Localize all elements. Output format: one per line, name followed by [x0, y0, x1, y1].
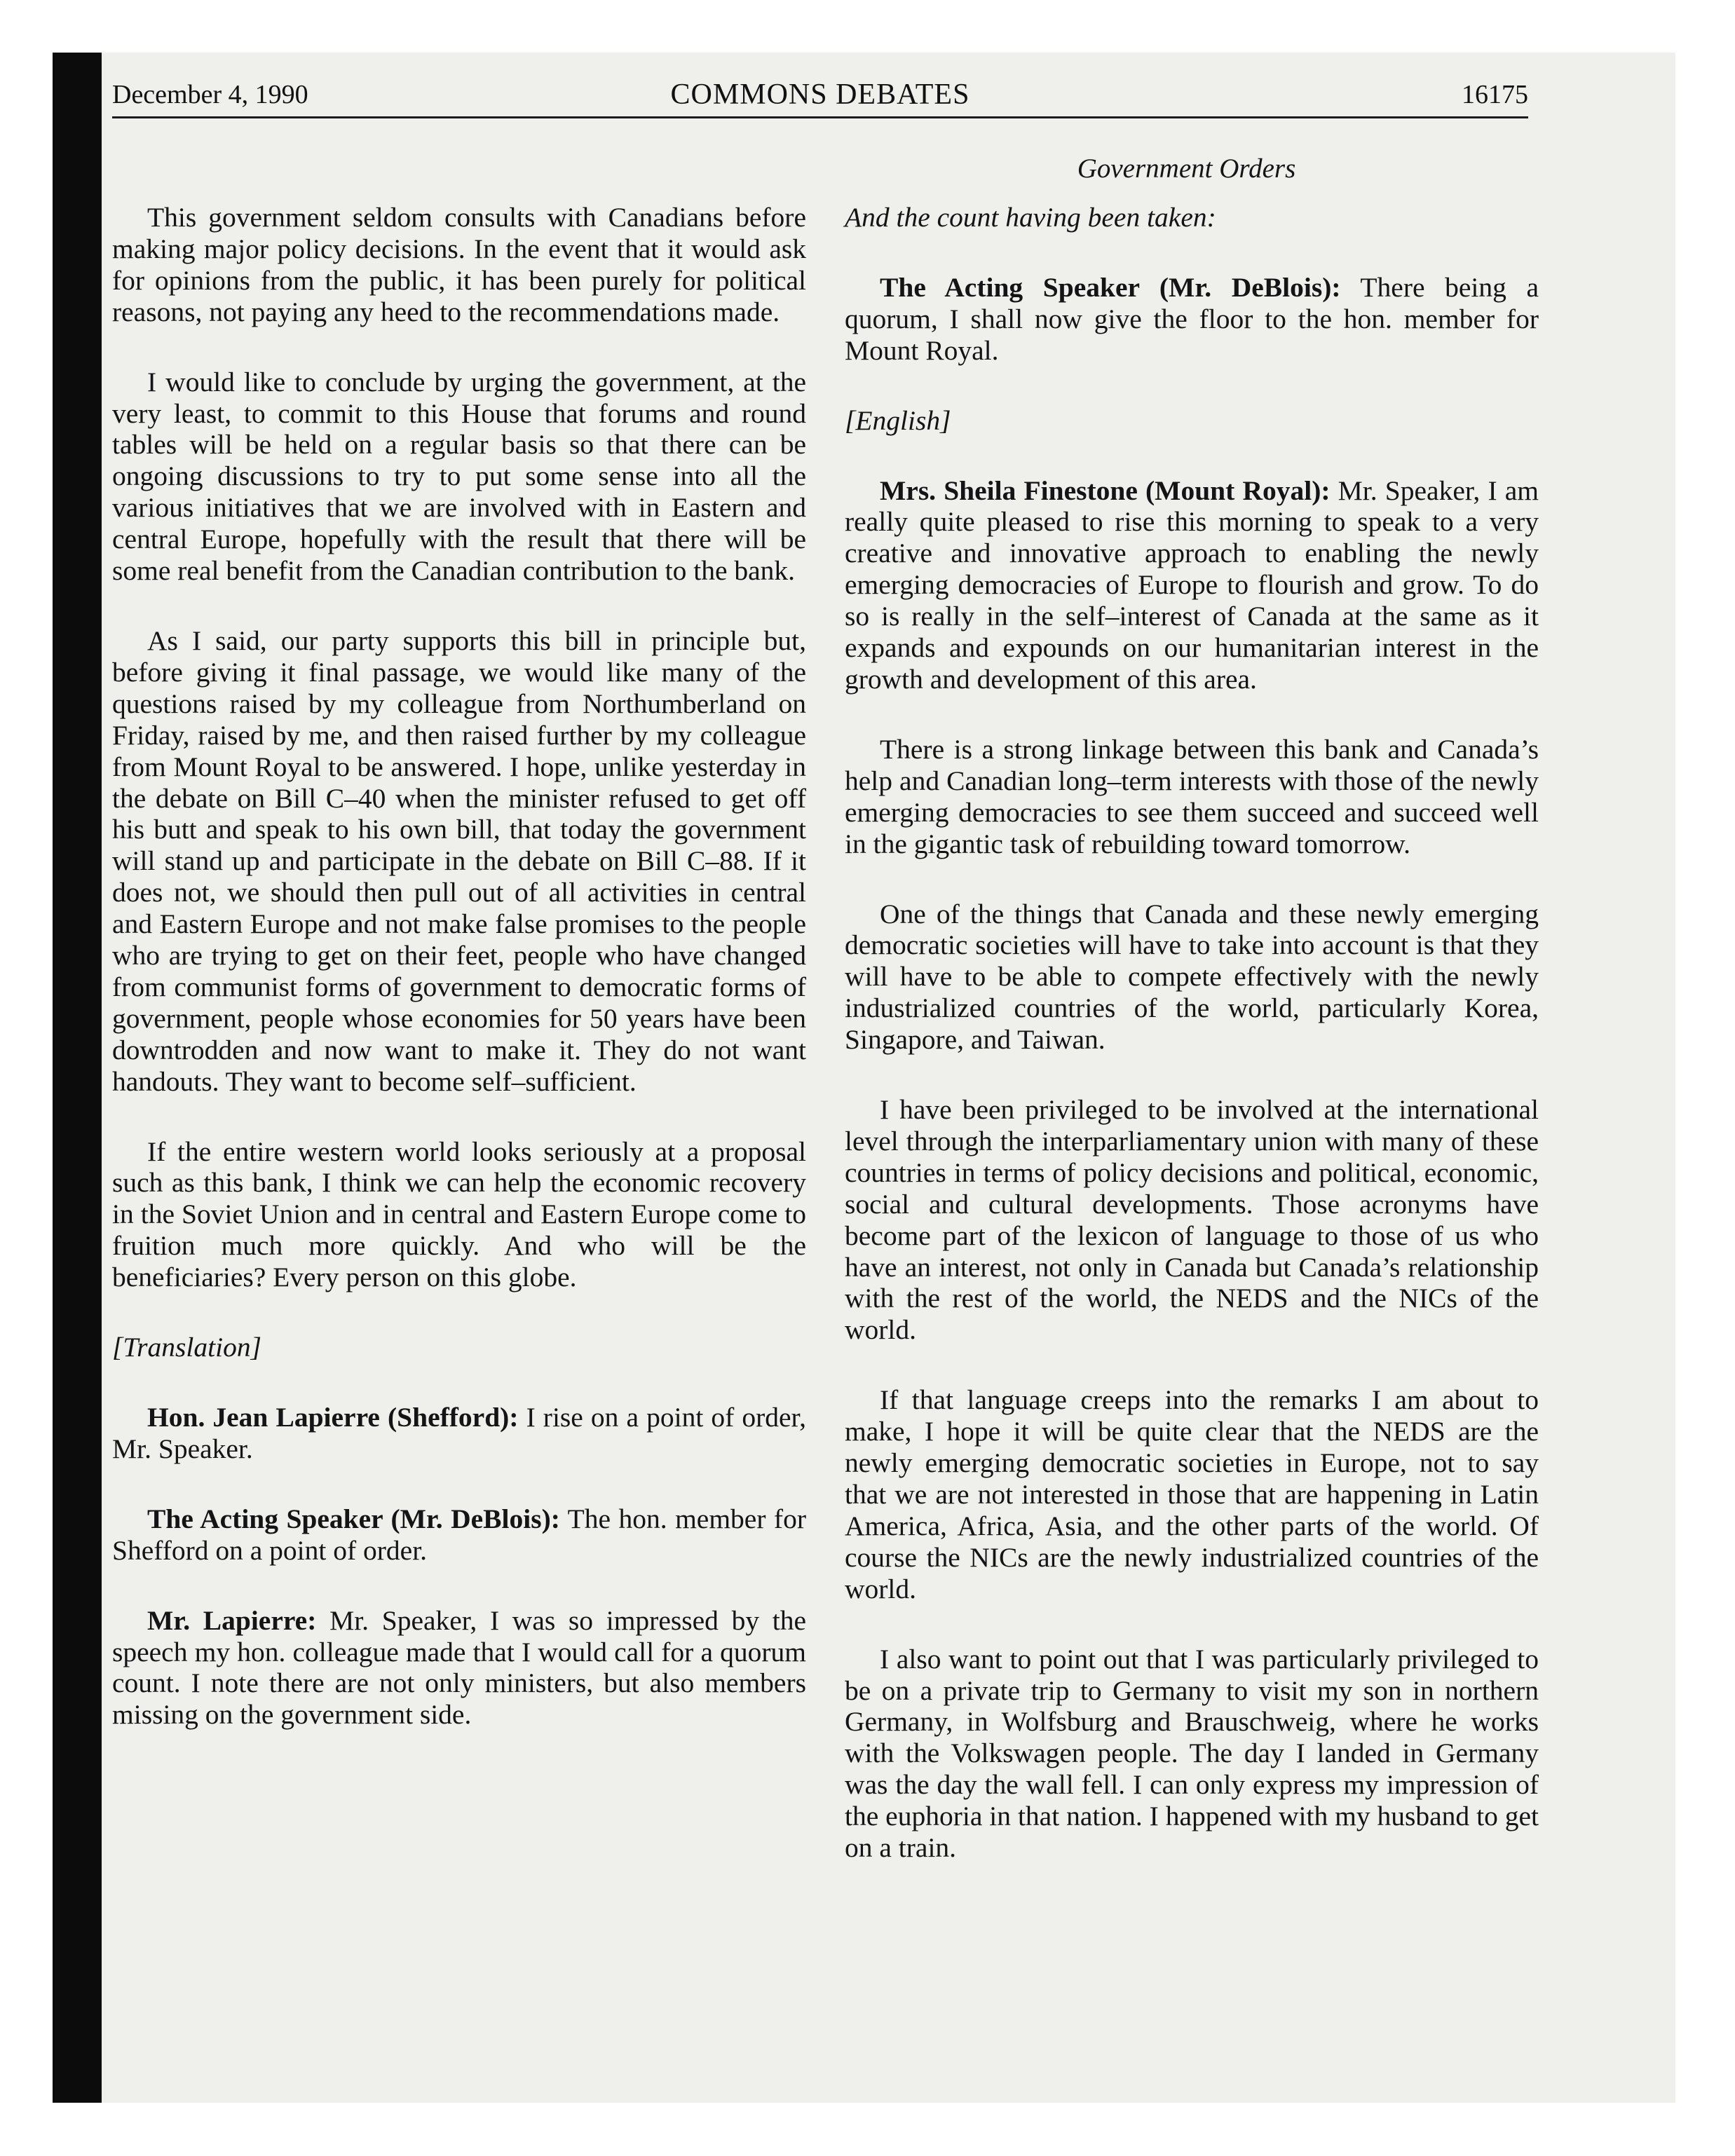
paragraph: This government seldom consults with Canadians before making major policy decisions. In the event that it would ask for opinions from the public, it has been purely for political reasons, not paying any heed to the recommendations made.	[112, 202, 806, 327]
header-rule	[112, 116, 1528, 118]
speaker-name: The Acting Speaker (Mr. DeBlois):	[147, 1503, 560, 1534]
count-taken-line: And the count having been taken:	[845, 202, 1216, 233]
header-date: December 4, 1990	[112, 80, 308, 109]
english-tag: [English]	[845, 404, 951, 436]
header-page-number: 16175	[1462, 80, 1528, 109]
left-column	[112, 202, 806, 1769]
speech-paragraph	[112, 1402, 806, 1465]
page-header	[112, 70, 1528, 119]
paragraph: If the entire western world looks seriously at a proposal such as this bank, I think we can help the economic recovery in the Soviet Union and in central and Eastern Europe come to fruition much more quickly. And who will be the beneficiaries? Every person on this globe.	[112, 1135, 806, 1293]
paragraph: I also want to point out that I was particularly privileged to be on a private trip to Germany to visit my son in northern Germany, in Wolfsburg and Brauschweig, where he works with the Volkswagen people. The day I landed in Germany was the day the wall fell. I can only express my impression of the euphoria in that nation. I happened with my husband to get on a train.	[845, 1643, 1539, 1864]
speaker-name: Hon. Jean Lapierre (Shefford):	[147, 1402, 519, 1433]
speech-text: There being a quorum, I shall now give the floor to the hon. member for Mount Royal.	[845, 271, 1539, 366]
speaker-name: The Acting Speaker (Mr. DeBlois):	[880, 271, 1341, 303]
speech-paragraph	[845, 272, 1539, 367]
section-label: Government Orders	[1077, 153, 1296, 184]
paragraph: If that language creeps into the remarks I am about to make, I hope it will be quite clear that the NEDS are the newly emerging democratic societies in Europe, not to say that we are not interested in those that are happening in Latin America, Africa, Asia, and the other parts of the world. Of course the NICs are the newly industrialized countries of the world.	[845, 1384, 1539, 1604]
paragraph: I would like to conclude by urging the government, at the very least, to commit to this House that forums and round tables will be held on a regular basis so that there can be ongoing discussions to try to put some sense into all the various initiatives that we are involved with in Eastern and central Europe, hopefully with the result that there will be some real benefit from the Canadian contribution to the bank.	[112, 366, 806, 587]
speech-text: Mr. Speaker, I am really quite pleased to rise this morning to speak to a very creative and innovative approach to enabling the newly emerging democracies of Europe to flourish and grow. To do so is really in the self–interest of Canada at the same as it expands and expounds on our humanitarian interest in the growth and development of this area.	[845, 475, 1539, 695]
paragraph: One of the things that Canada and these newly emerging democratic societies will have to take into account is that they will have to be able to compete effectively with the newly industrialized countries of the world, particularly Korea, Singapore, and Taiwan.	[845, 898, 1539, 1056]
speech-text: I rise on a point of order, Mr. Speaker.	[112, 1402, 806, 1464]
right-column	[845, 202, 1539, 1902]
binding-edge	[53, 53, 102, 2103]
speech-text: The hon. member for Shefford on a point of order.	[112, 1503, 806, 1566]
speaker-name: Mr. Lapierre:	[147, 1604, 317, 1636]
translation-tag: [Translation]	[112, 1332, 261, 1363]
speaker-name: Mrs. Sheila Finestone (Mount Royal):	[880, 475, 1331, 506]
paragraph: As I said, our party supports this bill in principle but, before giving it final passage, we would like many of the questions raised by my colleague from Northumberland on Friday, raised by me, and then raised further by my colleague from Mount Royal to be answered. I hope, unlike yesterday in the debate on Bill C–40 when the minister refused to get off his butt and speak to his own bill, that today the government will stand up and participate in the debate on Bill C–88. If it does not, we should then pull out of all activities in central and Eastern Europe and not make false promises to the people who are trying to get on their feet, people who have changed from communist forms of government to democratic forms of government, people whose economies for 50 years have been downtrodden and now want to make it. They do not want handouts. They want to become self–sufficient.	[112, 625, 806, 1097]
speech-paragraph	[845, 475, 1539, 695]
speech-paragraph	[112, 1503, 806, 1567]
speech-text: Mr. Speaker, I was so impressed by the speech my hon. colleague made that I would call for a quorum count. I note there are not only ministers, but also members missing on the government side.	[112, 1604, 807, 1731]
paragraph: There is a strong linkage between this bank and Canada’s help and Canadian long–term interests with those of the newly emerging democracies to see them succeed and succeed well in the gigantic task of rebuilding toward tomorrow.	[845, 733, 1539, 859]
paragraph: I have been privileged to be involved at the international level through the interparliamentary union with many of these countries in terms of policy decisions and political, economic, social and cultural developments. Those acronyms have become part of the lexicon of language to those of us who have an interest, not only in Canada but Canada’s relationship with the rest of the world, the NEDS and the NICs of the world.	[845, 1094, 1539, 1346]
header-title: COMMONS DEBATES	[670, 79, 970, 111]
speech-paragraph	[112, 1605, 806, 1731]
